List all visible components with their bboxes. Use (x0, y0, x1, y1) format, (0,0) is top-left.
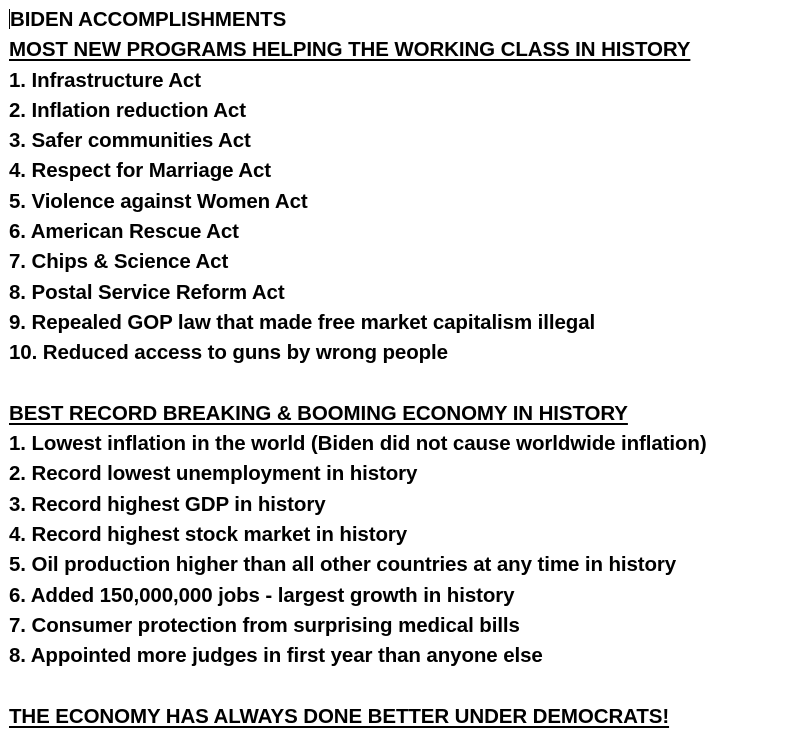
section1-item-3: 3. Safer communities Act (9, 129, 251, 153)
blank-line (9, 672, 797, 702)
section1-item-8: 8. Postal Service Reform Act (9, 280, 285, 304)
document-title-line (9, 5, 797, 35)
section1-item-2: 2. Inflation reduction Act (9, 98, 246, 122)
footer-statement: THE ECONOMY HAS ALWAYS DONE BETTER UNDER DEMOCRATS! (9, 704, 670, 728)
section1-item-10: 10. Reduced access to guns by wrong people (9, 341, 448, 365)
section1-item-9: 9. Repealed GOP law that made free market capitalism illegal (9, 310, 596, 334)
section2-item-6: 6. Added 150,000,000 jobs - largest growth in history (9, 583, 515, 607)
document-title: BIDEN ACCOMPLISHMENTS (10, 8, 287, 31)
section1-heading: MOST NEW PROGRAMS HELPING THE WORKING CLASS IN HISTORY (9, 38, 691, 62)
section1-item-7: 7. Chips & Science Act (9, 250, 229, 274)
document-body (9, 5, 797, 732)
section2-item-8: 8. Appointed more judges in first year than anyone else (9, 644, 543, 668)
section1-item-6: 6. American Rescue Act (9, 220, 239, 244)
section2-heading: BEST RECORD BREAKING & BOOMING ECONOMY IN HISTORY (9, 401, 628, 425)
section2-item-2: 2. Record lowest unemployment in history (9, 462, 418, 486)
section2-item-7: 7. Consumer protection from surprising medical bills (9, 613, 520, 637)
blank-line (9, 369, 797, 399)
section1-item-4: 4. Respect for Marriage Act (9, 159, 271, 183)
section2-item-3: 3. Record highest GDP in history (9, 492, 326, 516)
section1-item-5: 5. Violence against Women Act (9, 189, 308, 213)
section2-item-5: 5. Oil production higher than all other countries at any time in history (9, 553, 677, 577)
section2-item-4: 4. Record highest stock market in history (9, 523, 408, 547)
section1-item-1: 1. Infrastructure Act (9, 68, 201, 92)
section2-item-1: 1. Lowest inflation in the world (Biden did not cause worldwide inflation) (9, 432, 707, 456)
